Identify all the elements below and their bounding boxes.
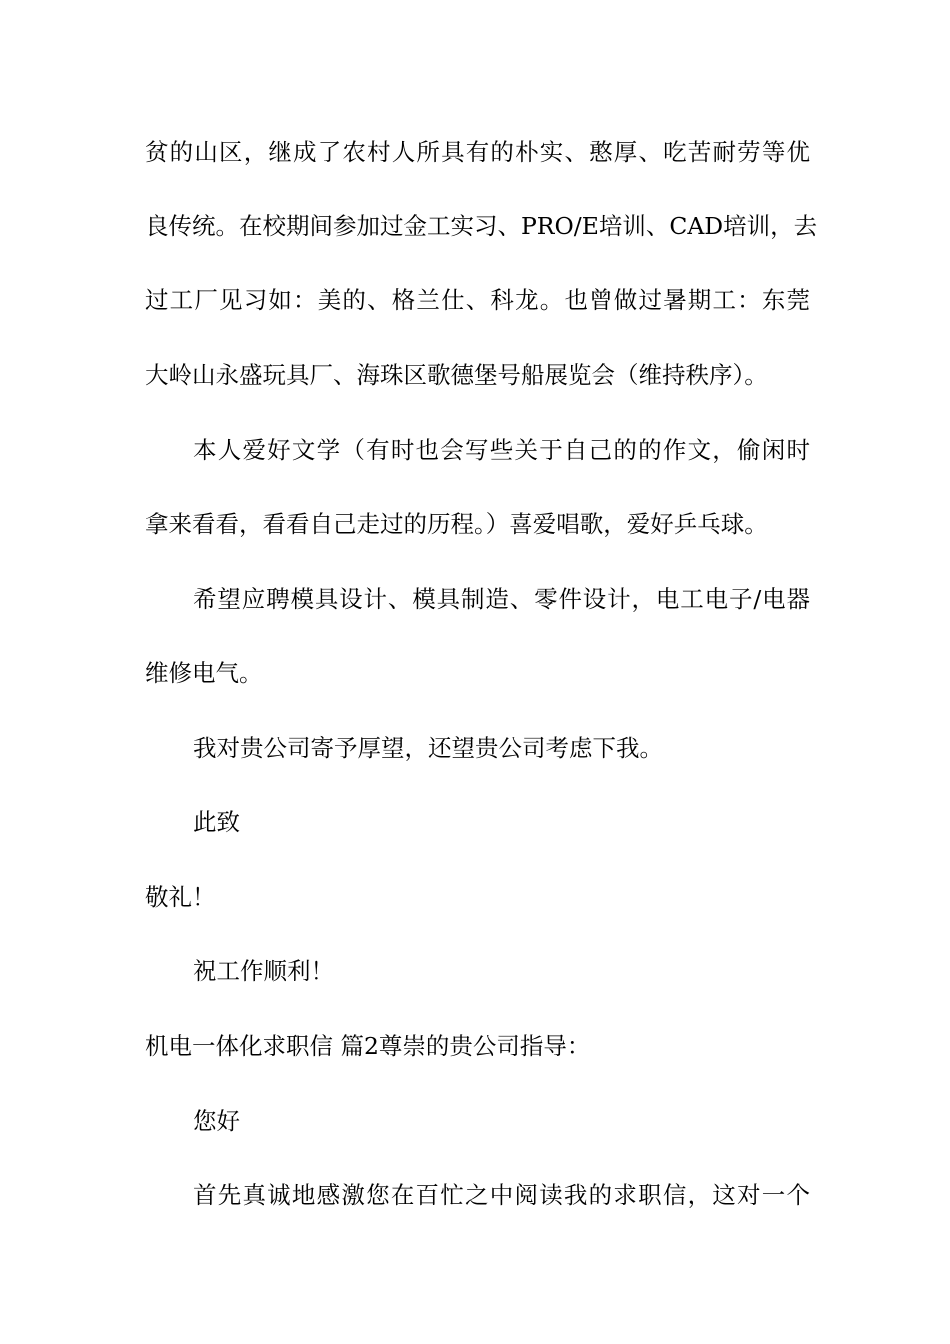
closing-line: 此致 <box>193 808 240 836</box>
paragraph-line: 贫的山区，继成了农村人所具有的朴实、憨厚、吃苦耐劳等优 <box>145 138 810 166</box>
paragraph-line: 大岭山永盛玩具厂、海珠区歌德堡号船展览会（维持秩序）。 <box>145 361 768 389</box>
paragraph-line: 拿来看看，看看自己走过的历程。）喜爱唱歌，爱好乒乓球。 <box>145 510 768 538</box>
paragraph-line: 良传统。在校期间参加过金工实习、PRO/E培训、CAD培训，去 <box>145 212 818 240</box>
paragraph-line: 首先真诚地感激您在百忙之中阅读我的求职信，这对一个 <box>193 1181 810 1209</box>
paragraph-line: 本人爱好文学（有时也会写些关于自己的的作文，偷闲时 <box>193 436 810 464</box>
paragraph-line: 希望应聘模具设计、模具制造、零件设计，电工电子/电器 <box>193 585 810 613</box>
greeting-line: 您好 <box>193 1107 240 1135</box>
section-heading: 机电一体化求职信 篇2尊崇的贵公司指导： <box>145 1032 591 1060</box>
closing-line: 祝工作顺利！ <box>193 957 334 985</box>
paragraph-line: 过工厂见习如：美的、格兰仕、科龙。也曾做过暑期工：东莞 <box>145 286 810 314</box>
paragraph-line: 维修电气。 <box>145 659 263 687</box>
paragraph-line: 我对贵公司寄予厚望，还望贵公司考虑下我。 <box>193 734 663 762</box>
closing-line: 敬礼！ <box>145 883 216 911</box>
